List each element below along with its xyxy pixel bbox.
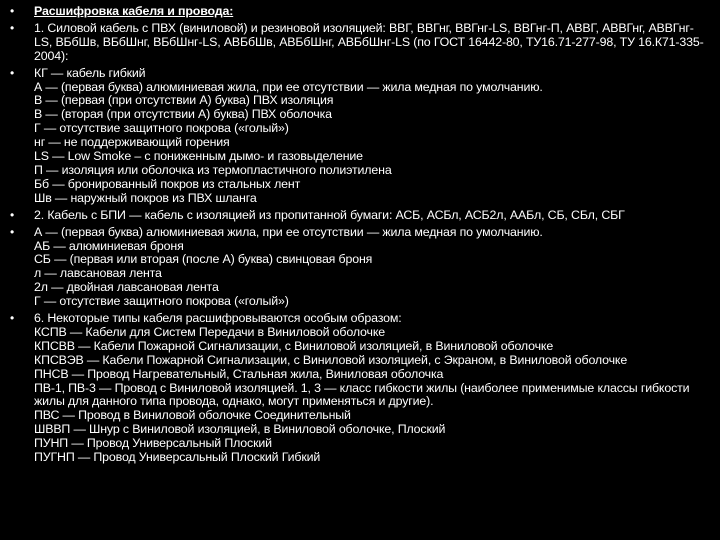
power-cable-paragraph: 1. Силовой кабель с ПВХ (виниловой) и резиновой изоляцией: ВВГ, ВВГнг, ВВГнг-LS, ВВГнг-П, АВВГ, АВВГнг, АВВГнг-LS, ВБбШв, ВБбШнг, ВБбШнг-LS, АВБбШв, АВБбШнг, АВБбШнг-LS (по ГОСТ 16442-80, ТУ16.71-277-98, ТУ 16.К71-335-2004):: [34, 20, 704, 63]
special-types-line: ПВС — Провод в Виниловой оболочке Соединительный: [34, 408, 351, 423]
legend-line: В — (первая (при отсутствии А) буква) ПВХ изоляция: [34, 93, 334, 108]
bullet-item-special-types: [10, 312, 710, 465]
bullet-item-power-cable: [10, 22, 710, 64]
special-types-line: ШВВП — Шнур с Виниловой изоляцией, в Виниловой оболочке, Плоский: [34, 422, 446, 437]
bullet-icon: •: [10, 20, 15, 35]
special-types-line: ПВ-1, ПВ-3 — Провод с Виниловой изоляцией. 1, 3 — класс гибкости жилы (наиболее применимые классы гибкости жилы для данного типа провода, однако, могут применяться и другие).: [34, 380, 690, 409]
legend-line: П — изоляция или оболочка из термопластичного полиэтилена: [34, 162, 392, 177]
legend-line: А — (первая буква) алюминиевая жила, при ее отсутствии — жила медная по умолчанию.: [34, 224, 543, 239]
bullet-icon: •: [10, 311, 15, 326]
bullet-item-power-cable-legend: [10, 67, 710, 206]
legend-line: В — (вторая (при отсутствии А) буква) ПВХ оболочка: [34, 107, 332, 122]
legend-line: 2л — двойная лавсановая лента: [34, 280, 219, 295]
bullet-icon: •: [10, 4, 15, 18]
bullet-item-heading: [10, 5, 710, 19]
bullet-item-paper-cable-legend: [10, 226, 710, 309]
bullet-item-paper-cable: [10, 209, 710, 223]
paper-cable-paragraph: 2. Кабель с БПИ — кабель с изоляцией из пропитанной бумаги: АСБ, АСБл, АСБ2л, ААБл, СБ, СБл, СБГ: [34, 207, 625, 222]
bullet-icon: •: [10, 224, 15, 239]
legend-line: КГ — кабель гибкий: [34, 65, 146, 80]
legend-line: Г — отсутствие защитного покрова («голый»): [34, 294, 289, 309]
legend-line: Г — отсутствие защитного покрова («голый»): [34, 121, 289, 136]
legend-line: нг — не поддерживающий горения: [34, 135, 230, 150]
special-types-line: ПНСВ — Провод Нагревательный, Стальная жила, Виниловая оболочка: [34, 366, 444, 381]
legend-line: АБ — алюминиевая броня: [34, 238, 184, 253]
special-types-line: КПСВЭВ — Кабели Пожарной Сигнализации, с Виниловой изоляцией, с Экраном, в Виниловой оболочке: [34, 352, 628, 367]
legend-line: СБ — (первая или вторая (после А) буква) свинцовая броня: [34, 252, 373, 267]
special-types-line: КПСВВ — Кабели Пожарной Сигнализации, с Виниловой изоляцией, в Виниловой оболочке: [34, 338, 554, 353]
legend-line: Бб — бронированный покров из стальных лент: [34, 176, 301, 191]
bullet-icon: •: [10, 65, 15, 80]
special-types-line: ПУНП — Провод Универсальный Плоский: [34, 436, 272, 451]
legend-line: LS — Low Smoke – с пониженным дымо- и газовыделение: [34, 149, 363, 164]
bullet-list: [10, 5, 710, 468]
legend-line: Шв — наружный покров из ПВХ шланга: [34, 190, 257, 205]
special-types-line: 6. Некоторые типы кабеля расшифровываются особым образом:: [34, 311, 402, 326]
special-types-line: ПУГНП — Провод Универсальный Плоский Гибкий: [34, 450, 321, 465]
slide-heading: Расшифровка кабеля и провода:: [34, 4, 234, 18]
bullet-icon: •: [10, 207, 15, 222]
legend-line: А — (первая буква) алюминиевая жила, при ее отсутствии — жила медная по умолчанию.: [34, 79, 543, 94]
special-types-line: КСПВ — Кабели для Систем Передачи в Виниловой оболочке: [34, 324, 385, 339]
legend-line: л — лавсановая лента: [34, 266, 162, 281]
